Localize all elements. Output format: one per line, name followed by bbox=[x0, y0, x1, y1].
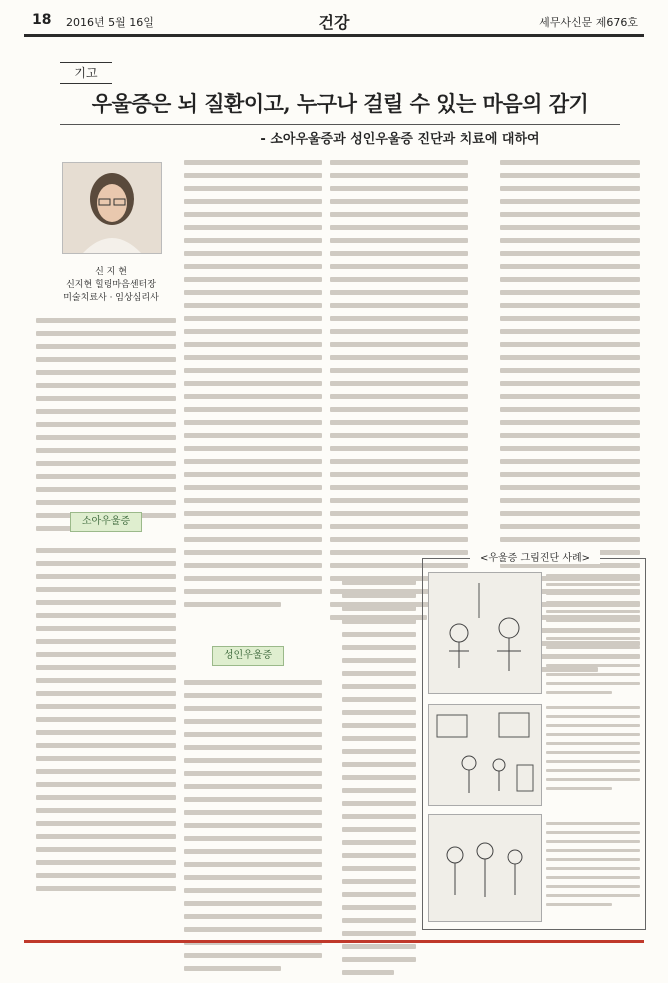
case-note-1 bbox=[546, 574, 640, 700]
newspaper-issue: 세무사신문 제676호 bbox=[539, 16, 638, 29]
body-column-2-lower bbox=[184, 680, 322, 979]
body-column-2 bbox=[184, 160, 322, 615]
column-label: 기고 bbox=[60, 62, 112, 84]
author-caption bbox=[55, 266, 167, 305]
author-credentials: 미술치료사 · 임상심리사 bbox=[63, 293, 159, 303]
author-photo bbox=[62, 162, 162, 254]
page-bottom-rule bbox=[24, 940, 644, 943]
subhead-adult-depression: 성인우울증 bbox=[212, 646, 284, 666]
case-drawing-1 bbox=[428, 572, 542, 694]
body-column-3-lower bbox=[342, 580, 416, 983]
article-subtitle: - 소아우울증과 성인우울증 진단과 치료에 대하여 bbox=[260, 132, 540, 147]
body-column-1-lower bbox=[36, 548, 176, 899]
section-title: 건강 bbox=[318, 13, 350, 32]
page-header bbox=[24, 8, 644, 37]
case-note-2 bbox=[546, 706, 640, 796]
subhead-child-depression: 소아우울증 bbox=[70, 512, 142, 532]
author-name: 신 지 현 bbox=[95, 267, 127, 277]
issue-date: 2016년 5월 16일 bbox=[66, 16, 154, 29]
author-title: 신지현 힐링마음센터장 bbox=[66, 280, 156, 290]
article-headline: 우울증은 뇌 질환이고, 누구나 걸릴 수 있는 마음의 감기 bbox=[60, 88, 620, 125]
body-column-1 bbox=[36, 318, 176, 539]
case-drawing-3 bbox=[428, 814, 542, 922]
sidebar-title: <우울증 그림진단 사례> bbox=[470, 549, 600, 564]
case-note-3 bbox=[546, 822, 640, 912]
page-number: 18 bbox=[32, 12, 52, 28]
case-drawing-2 bbox=[428, 704, 542, 806]
